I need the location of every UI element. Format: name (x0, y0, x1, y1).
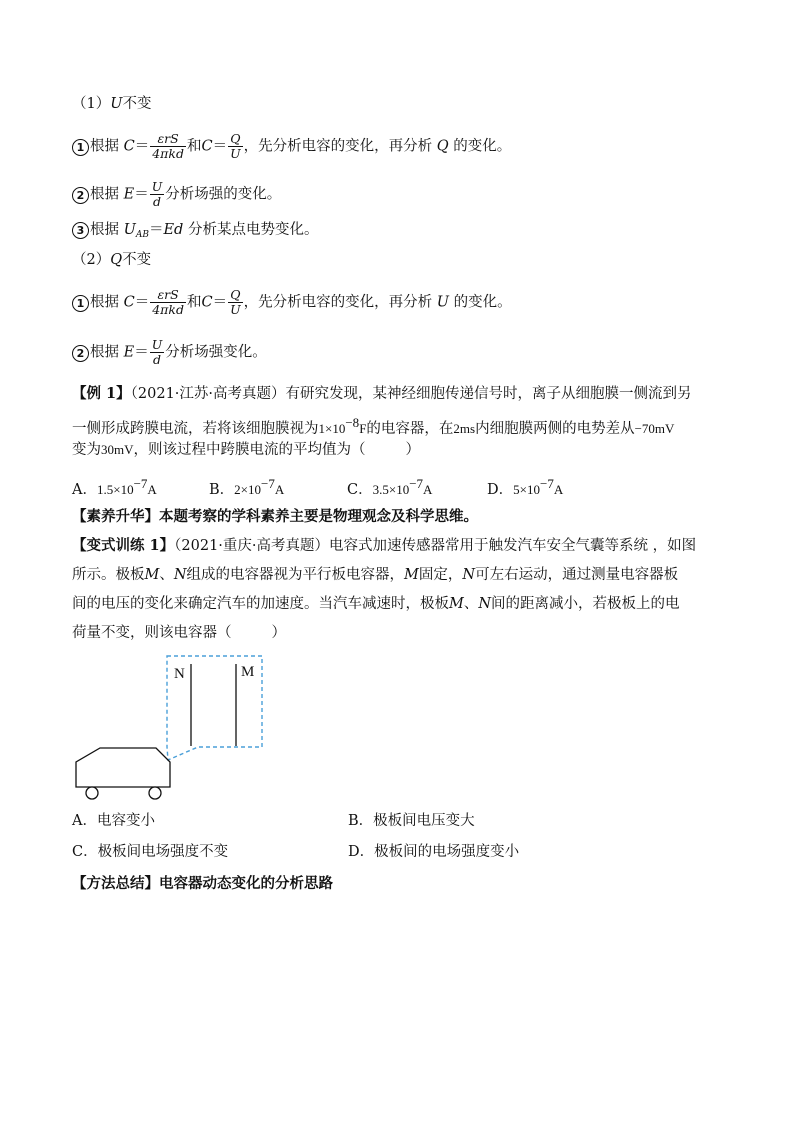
variant1-line1: 【变式训练 1】（2021·重庆·高考真题）电容式加速传感器常用于触发汽车安全气囊等系统 ，如图 (72, 537, 697, 554)
variant1-tag: 【变式训练 1】 (72, 537, 175, 554)
example1-line2: 一侧形成跨膜电流，若将该细胞膜视为1×10−8F的电容器，在2ms内细胞膜两侧的电势差从−70mV (72, 415, 675, 437)
car-capacitor-figure (70, 650, 270, 802)
variant1-option-b: B．极板间电压变大 (348, 813, 475, 829)
example1-line3: 变为30mV，则该过程中跨膜电流的平均值为（ ） (72, 442, 420, 458)
capacitance-formula-fraction: $\frac{\text{εrS}}{\text{4πkd}}$ (152, 287, 184, 317)
field-formula-fraction: $\frac{U}{d}$ (151, 337, 163, 367)
variant1-line2: 所示。极板M、N组成的电容器视为平行板电容器，M固定，N可左右运动，通过测量电容器板 (72, 567, 679, 583)
example1-option-c: C．3.5×10−7A (347, 476, 433, 498)
example1-option-a: A．1.5×10−7A (72, 476, 157, 498)
circled-number-3: 3 (72, 222, 89, 239)
method-summary: 【方法总结】电容器动态变化的分析思路 (72, 875, 333, 892)
capacitance-formula-fraction: $\frac{\text{εrS}}{\text{4πkd}}$ (152, 131, 184, 161)
example1-option-d: D．5×10−7A (487, 476, 564, 498)
plate-n-label: N (174, 666, 185, 682)
variant1-option-d: D．极板间的电场强度变小 (348, 844, 520, 860)
example1-tag: 【例 1】 (72, 385, 131, 402)
case2-step2: 2 根据 E＝ $\frac{U}{d}$ 分析场强变化。 (72, 338, 267, 367)
variant1-option-a: A．电容变小 (72, 813, 155, 829)
circled-number-2: 2 (72, 187, 89, 204)
car-wheel-front (149, 787, 161, 799)
car-wheel-rear (86, 787, 98, 799)
circled-number-2: 2 (72, 345, 89, 362)
variant1-line3: 间的电压的变化来确定汽车的加速度。当汽车减速时，极板M、N间的距离减小，若极板上的电 (72, 596, 680, 612)
case2-step1: 1 根据 C＝ $\frac{\text{εrS}}{\text{4πkd}}$ 和C＝ $\frac{Q}{U}$ ，先分析电容的变化，再分析 U 的变化。 (72, 288, 512, 317)
car-body (76, 748, 170, 787)
variant1-option-c: C．极板间电场强度不变 (72, 844, 229, 860)
case1-heading: （1）U不变 (72, 96, 152, 112)
literacy-note: 【素养升华】本题考察的学科素养主要是物理观念及科学思维。 (72, 508, 478, 525)
circled-number-1: 1 (72, 295, 89, 312)
case1-step2: 2 根据 E＝ $\frac{U}{d}$ 分析场强的变化。 (72, 180, 281, 209)
example1-option-b: B．2×10−7A (209, 476, 285, 498)
variant1-line4: 荷量不变，则该电容器（ ） (72, 625, 286, 641)
case1-step3: 3 根据 $U_{AB}=Ed$ 分析某点电势变化。 (72, 220, 318, 245)
case1-step1: 1 根据 C＝ $\frac{\text{εrS}}{\text{4πkd}}$ 和C＝ $\frac{Q}{U}$ ，先分析电容的变化，再分析 Q 的变化。 (72, 132, 511, 161)
circled-number-1: 1 (72, 139, 89, 156)
charge-voltage-fraction: $\frac{Q}{U}$ (230, 287, 241, 317)
plate-m-label: M (241, 664, 255, 680)
field-formula-fraction: $\frac{U}{d}$ (151, 179, 163, 209)
case2-heading: （2）Q不变 (72, 252, 152, 268)
example1-line1: 【例 1】（2021·江苏·高考真题）有研究发现，某神经细胞传递信号时，离子从细胞膜一侧流到另 (72, 385, 692, 402)
charge-voltage-fraction: $\frac{Q}{U}$ (230, 131, 241, 161)
